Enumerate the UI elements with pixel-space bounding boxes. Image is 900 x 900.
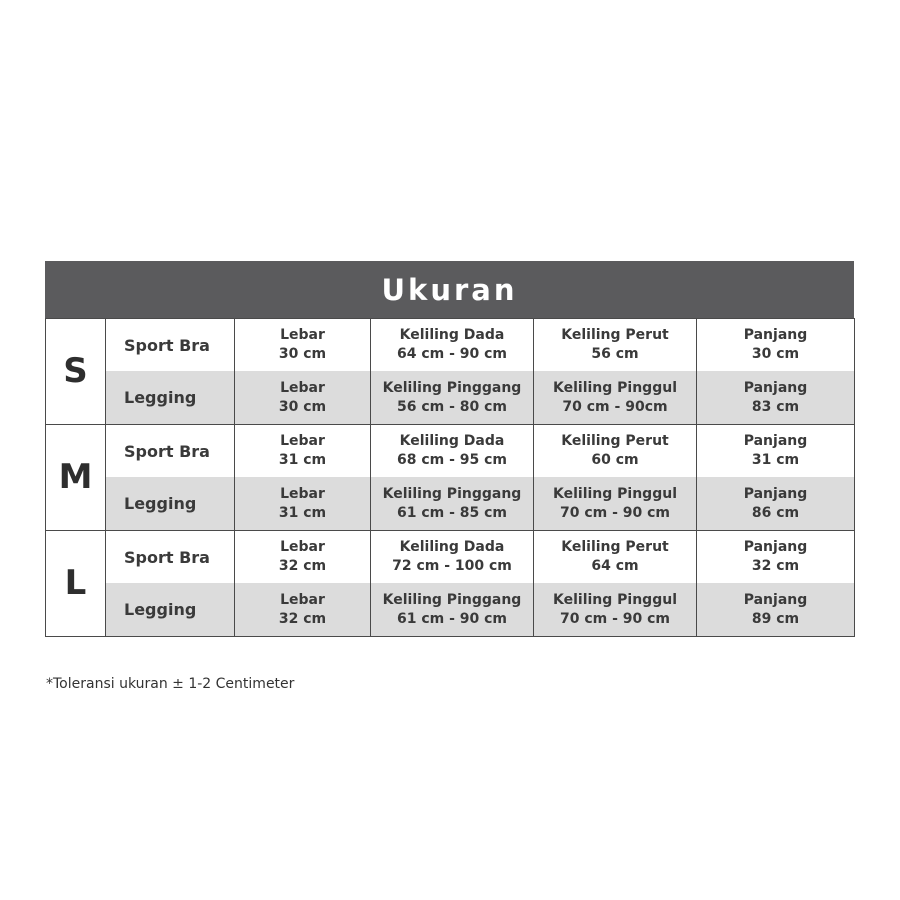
product-legging: Legging: [106, 583, 235, 637]
measurement-label: Lebar: [280, 379, 325, 396]
measurement-cell: [534, 425, 697, 478]
measurement-value: 32 cm: [751, 558, 800, 574]
measurement-cell: [235, 477, 371, 531]
measurement-value: 64 cm - 90 cm: [396, 346, 508, 362]
measurement-cell: [534, 371, 697, 425]
tolerance-note: *Toleransi ukuran ± 1-2 Centimeter: [46, 676, 295, 692]
measurement-label: Panjang: [743, 327, 808, 343]
measurement-value: 68 cm - 95 cm: [396, 452, 508, 468]
measurement-label: Keliling Pinggang: [382, 591, 522, 608]
measurement-cell: [534, 477, 697, 531]
measurement-value: 70 cm - 90 cm: [559, 504, 671, 521]
measurement-label: Panjang: [743, 539, 808, 555]
measurement-value: 61 cm - 85 cm: [396, 504, 508, 521]
size-chart: [45, 261, 854, 637]
product-legging: Legging: [106, 477, 235, 531]
measurement-label: Panjang: [743, 433, 808, 449]
table-row: [46, 531, 855, 584]
measurement-value: 31 cm: [278, 452, 327, 468]
measurement-label: Lebar: [280, 327, 325, 343]
measurement-cell: [371, 531, 534, 584]
measurement-value: 61 cm - 90 cm: [396, 610, 508, 627]
measurement-value: 56 cm: [591, 346, 639, 362]
measurement-value: 70 cm - 90cm: [562, 398, 668, 415]
measurement-cell: [697, 371, 855, 425]
measurement-value: 60 cm: [591, 452, 639, 468]
measurement-cell: [697, 425, 855, 478]
measurement-label: Keliling Perut: [561, 433, 669, 449]
measurement-cell: [534, 319, 697, 372]
measurement-cell: [371, 583, 534, 637]
measurement-label: Keliling Dada: [399, 539, 505, 555]
measurement-cell: [534, 583, 697, 637]
product-sport-bra: Sport Bra: [106, 425, 235, 478]
measurement-value: 86 cm: [751, 504, 800, 521]
measurement-cell: [697, 477, 855, 531]
measurement-value: 30 cm: [278, 346, 327, 362]
table-row: [46, 371, 855, 425]
table-row: [46, 425, 855, 478]
measurement-label: Keliling Pinggul: [553, 485, 677, 502]
measurement-label: Lebar: [280, 539, 325, 555]
product-sport-bra: Sport Bra: [106, 319, 235, 372]
chart-title: Ukuran: [45, 261, 854, 318]
measurement-value: 83 cm: [751, 398, 800, 415]
measurement-cell: [235, 319, 371, 372]
measurement-value: 31 cm: [278, 504, 327, 521]
measurement-cell: [534, 531, 697, 584]
measurement-label: Keliling Perut: [561, 539, 669, 555]
measurement-label: Keliling Dada: [399, 433, 505, 449]
measurement-label: Panjang: [743, 485, 808, 502]
size-label: S: [46, 319, 106, 425]
measurement-cell: [371, 477, 534, 531]
measurement-value: 31 cm: [751, 452, 800, 468]
measurement-cell: [235, 583, 371, 637]
measurement-label: Keliling Pinggul: [553, 591, 677, 608]
size-label: M: [46, 425, 106, 531]
measurement-value: 32 cm: [278, 558, 327, 574]
measurement-label: Keliling Pinggul: [553, 379, 677, 396]
measurement-label: Lebar: [280, 485, 325, 502]
measurement-value: 64 cm: [591, 558, 639, 574]
measurement-label: Keliling Pinggang: [382, 379, 522, 396]
measurement-value: 30 cm: [278, 398, 327, 415]
measurement-cell: [697, 583, 855, 637]
measurement-value: 30 cm: [751, 346, 800, 362]
table-row: [46, 583, 855, 637]
measurement-cell: [235, 425, 371, 478]
measurement-cell: [371, 319, 534, 372]
table-row: [46, 477, 855, 531]
measurement-label: Keliling Dada: [399, 327, 505, 343]
measurement-value: 72 cm - 100 cm: [392, 558, 512, 574]
product-legging: Legging: [106, 371, 235, 425]
measurement-label: Panjang: [743, 591, 808, 608]
measurement-label: Lebar: [280, 433, 325, 449]
measurement-value: 70 cm - 90 cm: [559, 610, 671, 627]
measurement-cell: [235, 371, 371, 425]
measurement-label: Panjang: [743, 379, 808, 396]
measurement-value: 32 cm: [278, 610, 327, 627]
product-sport-bra: Sport Bra: [106, 531, 235, 584]
size-label: L: [46, 531, 106, 637]
measurement-label: Lebar: [280, 591, 325, 608]
measurement-value: 56 cm - 80 cm: [396, 398, 508, 415]
measurement-cell: [697, 531, 855, 584]
measurement-value: 89 cm: [751, 610, 800, 627]
measurement-label: Keliling Pinggang: [382, 485, 522, 502]
measurement-label: Keliling Perut: [561, 327, 669, 343]
measurement-cell: [371, 371, 534, 425]
table-row: [46, 319, 855, 372]
measurement-cell: [371, 425, 534, 478]
size-table: [45, 318, 855, 637]
measurement-cell: [697, 319, 855, 372]
measurement-cell: [235, 531, 371, 584]
